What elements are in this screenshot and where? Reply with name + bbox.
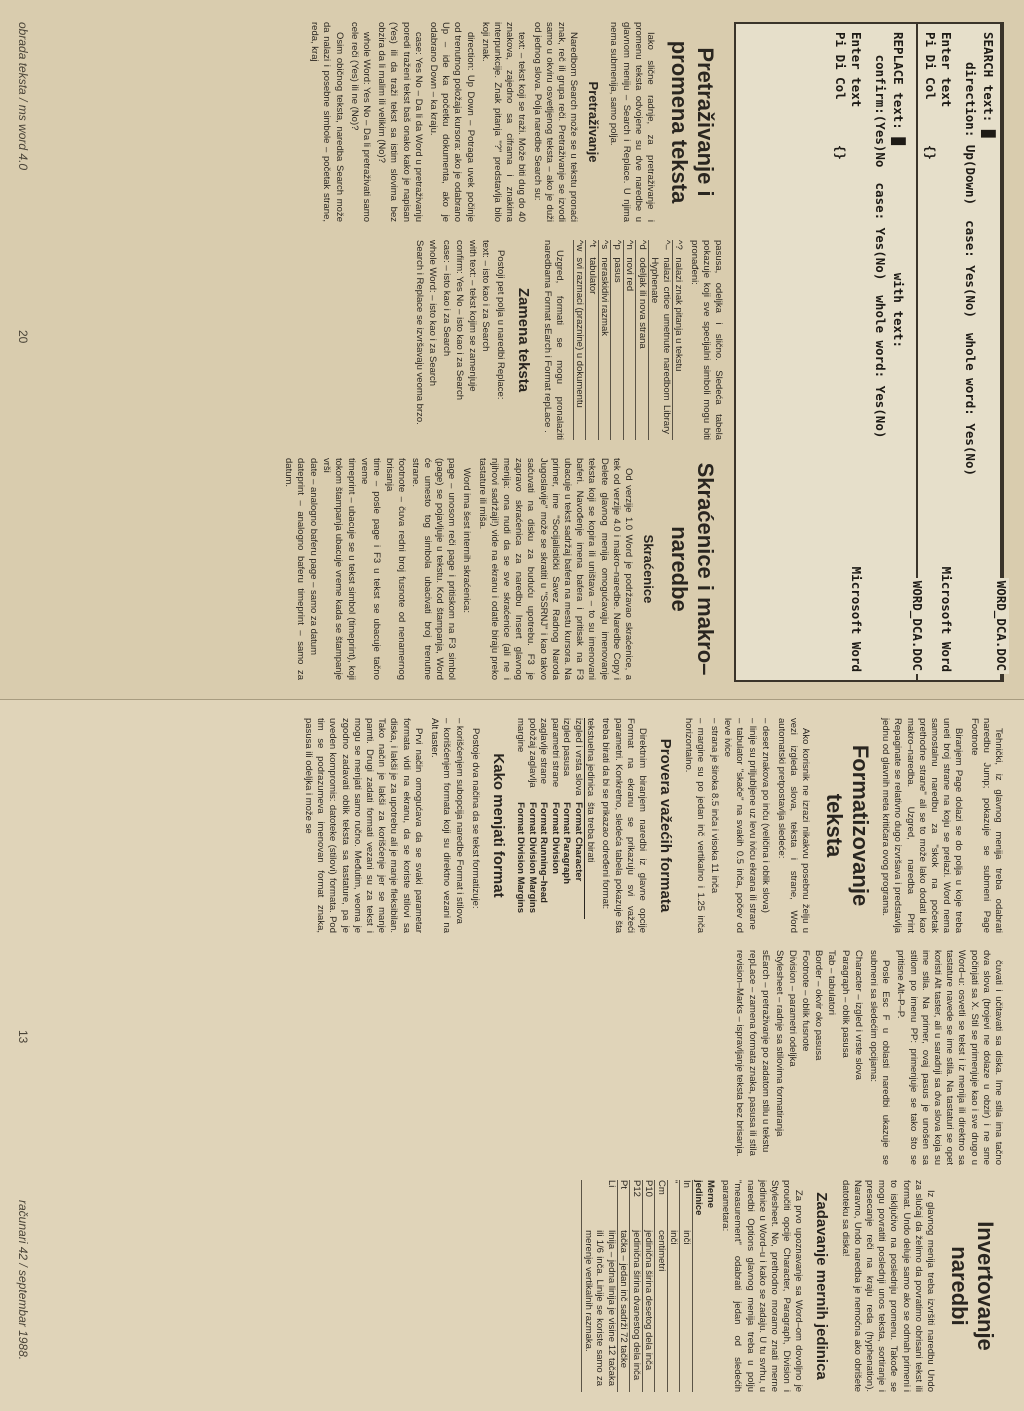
table-cell: Pt	[617, 1180, 630, 1230]
list-item: time – posle page i F3 u tekst se ubacuje tačno vreme	[358, 458, 382, 680]
table-row	[655, 1180, 668, 1392]
table-cell: Format Division	[549, 802, 561, 874]
table-cell: In	[680, 1180, 693, 1230]
table-cell: linija – jedna linija je visine 12 tačaka ili 1/6 inča. Linije se koriste samo za merenje vertikalnih razmaka.	[582, 1230, 618, 1392]
left-folio: obrada teksta / ms word 4.0	[16, 22, 30, 171]
paragraph-check-formats: Direktnim biranjem naredbi iz glavne opcije Format na ekranu se prikazuju svi važeći parametri. Konkretno, sledeća tabela pokazuje šta treba birati da bi se prikazao određeni format:	[600, 718, 648, 933]
list-item: case: – isto kao i za Search	[440, 240, 452, 357]
table-header-row	[692, 1180, 716, 1392]
internal-abbreviations-list	[281, 458, 457, 680]
table-row	[636, 240, 649, 440]
search-app-name: Microsoft Word	[939, 566, 954, 672]
table-cell: Cm	[655, 1180, 668, 1230]
list-item: Stylesheet – radnje sa stilovima formatiranja	[773, 950, 785, 1137]
table-row	[561, 718, 573, 919]
section-title-search: Pretraživanje i promena teksta	[667, 40, 718, 204]
table-row	[582, 1180, 618, 1392]
table-row	[667, 1180, 680, 1392]
paragraph-submenu: Posle Esc F u oblasti naredbi ukazuje se submeni sa sledećim opcijama:	[867, 950, 892, 1165]
symbol-code: ^p	[611, 240, 624, 257]
right-column-2	[729, 950, 1004, 1165]
replace-status-line: Pi Di Col {}	[833, 32, 848, 160]
list-item: – tabulator "skače" na svakih 0.5 inča, počev od leve ivice	[721, 718, 745, 933]
list-item: – strana je široka 8.5 inča i visoka 11 inča	[708, 718, 720, 894]
table-row	[549, 718, 561, 919]
paragraph-whole-word: whole Word: Yes No – Da li pretraživati samo cele reči (Yes) ili ne (No)?	[348, 22, 372, 222]
symbol-meaning: odeljak ili nova strana	[636, 257, 649, 440]
table-row	[526, 718, 538, 919]
table-cell: jedinična širina desetog dela inča	[642, 1230, 655, 1392]
table-cell: inči	[680, 1230, 693, 1392]
list-item: Search i Replace se izvršavaju veoma brzo.	[414, 240, 426, 425]
symbol-code: ^w	[573, 240, 586, 257]
right-folio: računari 42 / septembar 1988.	[16, 1200, 30, 1361]
paragraph-two-ways: Postoje dva načina da se tekst formatizuje:	[469, 728, 481, 909]
table-cell: Format Character	[572, 802, 584, 882]
list-item: revision–Marks – ispravljanje teksta bez brisanja.	[733, 950, 745, 1157]
symbol-code: ^?	[672, 240, 684, 257]
table-cell: margine	[515, 718, 527, 753]
list-item: footnote – čuva redni broj fusnote od nenamernog brisanja	[384, 458, 408, 680]
table-cell: P10	[642, 1180, 655, 1230]
symbol-meaning: svi razmaci (praznine) u dokumentu	[573, 257, 586, 440]
section-title-undo: Invertovanje naredbi	[947, 1221, 998, 1351]
list-item: Border – okvir oko pasusa	[813, 950, 825, 1061]
paragraph-replace: Postoji pet polja u naredbi Replace:	[495, 250, 507, 400]
paragraph-search: Naredbom Search može se u tekstu pronaći znak, reč ili grupa reči. Pretraživanje se izvodi samo u okviru osvetljenog teksta – ako je duži od jednog slova. Polja naredbe Search su:	[531, 22, 580, 222]
table-cell: centimetri	[655, 1230, 668, 1392]
list-item: Tab – tabulatori	[826, 950, 838, 1015]
right-column-1	[299, 718, 1004, 933]
symbol-meaning: neraskidivi razmak	[598, 257, 611, 440]
list-item: sEarch – pretraživanje po zadatom stilu u tekstu	[760, 950, 772, 1153]
word-screen-mockup	[734, 22, 1009, 682]
right-page-number: 13	[16, 1030, 30, 1044]
left-page-number: 20	[16, 330, 30, 344]
symbol-code: ^d	[636, 240, 649, 257]
paragraph-direction: direction: Up Down – Potraga uvek počinje od trenutnog položaja kursora: ako je odabrano Up – ide ka početku dokumenta, ako je odabrano Down – ka kraju.	[427, 22, 476, 222]
paragraph-page: Biranjem Page dolazi se do polja u koje treba uneti broj strane na koju se prelazi. Word nema samostalnu naredbu za "skok na početak prethodne strane" ali se to može lako dodati kao makro–naredba. Uzgred, naredba Print Repaginate se relativno dugo izvršava i predstavlja jednu od glavnih meta kritičara ovog programa.	[880, 718, 965, 933]
paragraph-internal: Word ima šest internih skraćenica:	[461, 468, 473, 614]
table-row	[642, 1180, 655, 1392]
left-page	[0, 0, 1024, 700]
subhead-units: Zadavanje mernih jedinica	[813, 1192, 831, 1380]
list-item: confirm: Yes No – isto kao i za Search	[453, 240, 465, 400]
two-ways-list	[428, 718, 466, 933]
subhead-check-formats: Provera važećih formata	[656, 738, 674, 913]
table-cell: zaglavlje strane	[538, 718, 550, 785]
list-item: repLace – zamena formata znaka, pasusa ili stila	[747, 950, 759, 1156]
paragraph-jump: Tehnički, iz glavnog menija treba odabrati naredbu Jump; pokazuje se submeni Page Footnote	[968, 718, 1004, 933]
table-row	[611, 240, 624, 440]
paragraph-units: Za prvo upoznavanje sa Word–om dovoljno je proučiti opcije Character, Paragraph, Division i Stylesheet. No, prethodno moramo znati merne jedinice u Word–u i kako se zadaju. U tu svrhu, u naredbi Options glavnog menija treba u polju "measurement" odabrati jedan od sledećih parametara:	[720, 1180, 805, 1392]
list-item: – linije su priljubljene uz levu ivicu ekrana ili strane	[747, 718, 759, 930]
symbol-meaning: pasus	[611, 257, 624, 440]
replace-line: REPLACE text: █ with text:	[891, 32, 906, 349]
section-title-formatting: Formatizovanje teksta	[821, 744, 873, 907]
intro-paragraph: Iako slične radnje, za pretraživanje i promenu teksta odvojene su dve naredbe u glavnom meniju – Search i Replace. U njima nema submenija, samo polja.	[608, 22, 656, 222]
symbol-meaning: novi red	[623, 257, 636, 440]
table-cell: P12	[630, 1180, 643, 1230]
list-item: with text: – tekst kojim se zamenjuje	[467, 240, 479, 392]
list-item: – margine su po jedan inč vertikalno i 1.25 inča horizontalno.	[683, 718, 707, 933]
list-item: – korišćenjem formata koji su direktno vezani na Alt taster.	[429, 718, 453, 933]
subhead-abbreviations: Skraćenice	[641, 534, 656, 604]
column-header: tekstuelna jedinica	[584, 718, 596, 802]
symbols-table	[573, 240, 685, 440]
symbol-meaning: tabulator	[586, 257, 599, 440]
table-row	[572, 718, 584, 919]
paragraph-formats-note: Uzgred, formati se mogu pronalaziti naredbama Format sEarch i Format repLace .	[541, 240, 565, 440]
paragraph-undo: Iz glavnog menija treba izvršiti naredbu Undo za slučaj da želimo da povratimo obrisani tekst ili format. Undo deluje samo ako se odmah primeni i to isključivo na poslednju promenu. Takođe se mogu povratiti poslednji unos teksta, sortiranje i presecanje reči na kraju reda (hyphenation). Naravno, Undo naredba je nemoćna ako obrišete datoteku sa diska!	[839, 1180, 936, 1392]
right-column-3	[581, 1180, 1004, 1392]
column-header	[692, 1230, 716, 1392]
search-status-line: Pi Di Col {}	[923, 32, 938, 160]
table-row	[617, 1180, 630, 1392]
table-header-row	[584, 718, 596, 919]
replace-prompt: Enter text	[849, 32, 864, 108]
symbol-meaning: nalazi znak pitanja u tekstu	[672, 257, 684, 440]
formats-table	[515, 718, 597, 919]
symbol-code: ^n	[623, 240, 636, 257]
table-row	[573, 240, 586, 440]
table-cell: Format Paragraph	[561, 802, 573, 884]
symbol-code: ^t	[586, 240, 599, 257]
paragraph-styles: Prvi način omogućava da se svaki parametar formata vidi na ekranu, da se koriste stilovi sa diska, i lakši je za upotrebu ali je manje fleksibilan. Tako načın je lakši za korišćenje jer se manje pamti. Drugi zadati formati vezani su za tekst i mogu se menjati samo ručno. Međutim, veoma je zgodno zadavati oblik teksta sa tastature, pa je uveden kompromis: datoteke (stilovi) formata. Pod tim se podrazumeva imenovan format znaka, pasusa ili odeljka i može se	[302, 718, 424, 933]
table-row	[623, 240, 636, 440]
left-column-3	[277, 458, 724, 680]
table-cell: parametri strane	[549, 718, 561, 788]
table-cell: tačka – jedan inč sadrži 72 tačke	[617, 1230, 630, 1392]
window-title-top: WORD_DCA.DOC	[994, 578, 1009, 674]
symbol-code: ^s	[598, 240, 611, 257]
column-header: Merne jedinice	[692, 1180, 716, 1230]
list-item: text: – isto kao i za Search	[480, 240, 492, 352]
search-prompt: Enter text	[939, 32, 954, 108]
table-cell: Li	[582, 1180, 618, 1230]
table-cell: inči	[667, 1230, 680, 1392]
format-options-list	[733, 950, 864, 1165]
list-item: whole Word: – isto kao i za Search	[427, 240, 439, 387]
paragraph-abbreviations: Od verzije 1.0 Word je podržavao skraćenice, a tek od verzije 4.0 i makro–naredbe. Naredbe Copy i Delete glavnog menija omogućavaju imenovanje teksta koji se kopira ili uništava – to su imenovani baferi. Navođenje imena bafera i pritisak na F3 ubacuje u tekst sadržaj bafera na mestu kursora. Na primer, ime "Socijalistički Savez Radnog Naroda Jugoslavije" može se skratiti u "SSRNJ" i kao takvo sačuvati na disku za buduću upotrebu. F3 je zapravo skraćenica za naredbu Insert glavnog menija: ona nudi da se sve skraćenice (ali ne i njihovi sadržaji!) vide na ekranu i odatle biraju preko tastature ili miša.	[476, 458, 634, 680]
table-cell: "	[667, 1180, 680, 1230]
list-item: dateprint – analogno baferu timeprint – samo za datum.	[282, 458, 306, 680]
search-options-line: direction: Up(Down) case: Yes(No) whole word: Yes(No)	[963, 32, 978, 477]
table-row	[598, 240, 611, 440]
list-item: – deset znakova po inču (veličina i oblik slova)	[760, 718, 772, 913]
list-item: Footnote – oblik fusnote	[799, 950, 811, 1052]
list-item: date – analogno baferu page – samo za datum	[307, 458, 319, 656]
table-row	[630, 1180, 643, 1392]
list-item: page – unosom reči page i pritiskom na F3 simbol (page) se pojavljuje u tekstu. Kod štampanja, Word će umesto tog simbola ubacivati broj trenutne strane.	[409, 458, 458, 680]
list-item: Division – parametri odeljka	[786, 950, 798, 1067]
list-item: – korišćenjem subopcija naredbe Format i stilova	[454, 718, 466, 924]
replace-options-line: confirm:(Yes)No case: Yes(No) whole word: Yes(No)	[873, 32, 888, 439]
subhead-change-format: Kako menjati format	[489, 753, 507, 898]
symbol-meaning: nalazi crtice umetnute naredbom Library Hyphenate	[648, 257, 672, 440]
table-cell: položaj zaglavlja	[526, 718, 538, 788]
window-title: WORD_DCA.DOC	[910, 578, 925, 674]
table-row	[538, 718, 550, 919]
left-column-1	[305, 22, 724, 222]
list-item: Paragraph – oblik pasusa	[839, 950, 851, 1058]
table-cell: Format Division Margins	[515, 802, 527, 914]
table-row	[648, 240, 672, 440]
symbol-code: ^–	[648, 240, 672, 257]
paragraph-stylesheets: čuvati i učitavati sa diska. Ime stila ima tačno dva slova (brojevi ne dolaze u obzir) i ne sme počinjati sa X. Stil se primenjuje kao i sve drugo u Word–u: osvetli se tekst i iz menija ili direktno sa tastature navede se ime stila. Na tastaturi se opet koristi Alt taster, ali u saradnji sa dva slova koja su ime stila. Na primer, ovaj pasus je unošen sa stilom po imenu PP: primenjuje se tako što se pritisne Alt–P–P.	[895, 950, 1004, 1165]
list-item: timeprint – ubacuje se u tekst simbol (timeprint), koji tokom štampanja ubacuje vreme kada se štampanje vrši	[321, 458, 357, 680]
replace-app-name: Microsoft Word	[849, 566, 864, 672]
table-cell: Format Division Margins	[526, 802, 538, 914]
defaults-list	[682, 718, 771, 933]
table-row	[515, 718, 527, 919]
table-cell: jedinična širina dvanestog dela inča	[630, 1230, 643, 1392]
table-cell: izgled pasusa	[561, 718, 573, 777]
paragraph-special: Osim običnog teksta, naredba Search može da nalazi i posebne simbole – početak strane, reda, kraj	[309, 22, 345, 222]
table-cell: izgled i vrsta slova	[572, 718, 584, 796]
paragraph-case: case: Yes No – Da li da Word u pretraživanju poredi traženi tekst baš onako kako je napisan (Yes) ili da traži tekst sa istim slovima bez obzira da li malim ili velikim (No)?	[376, 22, 424, 222]
replace-fields-list	[413, 240, 491, 440]
column-header: šta treba birati	[584, 802, 596, 919]
left-column-2	[409, 240, 724, 440]
units-table	[581, 1180, 716, 1392]
search-line: SEARCH text: █	[981, 32, 996, 138]
table-cell: Format Running–head	[538, 802, 550, 903]
paragraph-symbols-intro: pasusa, odeljka i slično. Sledeća tabela pokazuje koji sve specijalni simboli mogu biti pronađeni:	[688, 240, 724, 440]
section-title-abbreviations: Skraćenice i makro–naredbe	[667, 462, 718, 676]
paragraph-defaults: Ako korisnik ne izrazi nikakvu posebnu želju u vezi izgleda slova, teksta i strane, Word automatski pretpostavlja sledeće:	[775, 718, 811, 933]
subhead-replace: Zamena teksta	[515, 287, 533, 393]
table-row	[672, 240, 684, 440]
paragraph-text-field: text: – tekst koji se traži. Može biti dug do 40 znakova, zajedno sa ciframa i znakima interpunkcije. Znak pitanja "?" predstavlja bilo koji znak.	[479, 22, 528, 222]
table-row	[680, 1180, 693, 1392]
right-page	[0, 700, 1024, 1411]
table-row	[586, 240, 599, 440]
subhead-search: Pretraživanje	[586, 81, 602, 163]
list-item: Character – izgled i vrste slova	[852, 950, 864, 1080]
